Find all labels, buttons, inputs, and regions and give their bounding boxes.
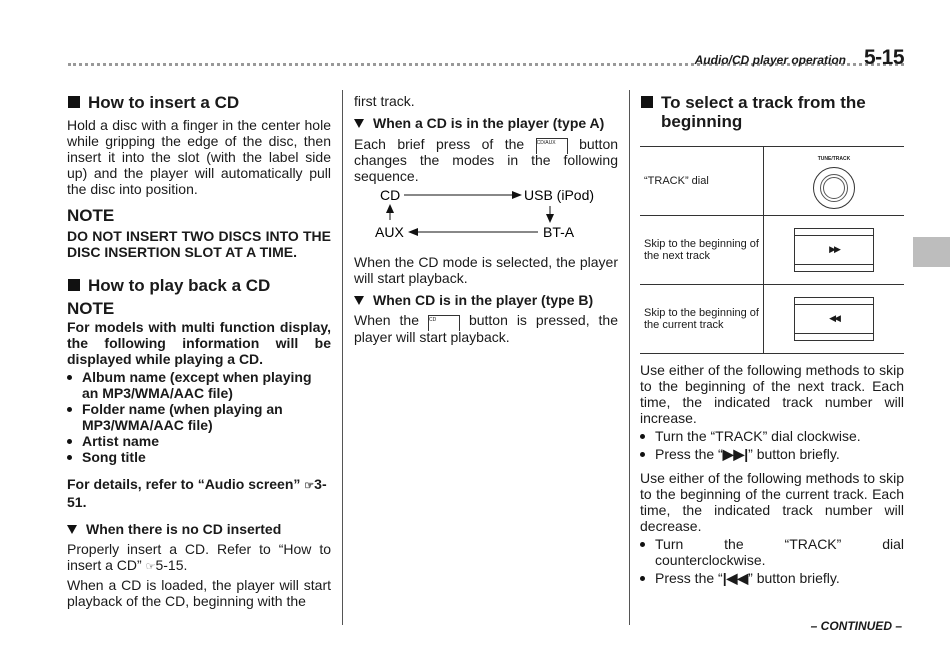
- triangle-bullet-icon: [354, 119, 364, 128]
- list-item: Album name (except when playing an MP3/WMA/AAC file): [67, 369, 331, 401]
- skip-forward-icon: ▶▶|: [722, 446, 749, 462]
- play-cd-heading: How to play back a CD: [67, 276, 331, 295]
- arrowhead-icon: [512, 191, 522, 199]
- square-bullet-icon: [641, 96, 653, 108]
- list-item: Press the “▶▶|” button briefly.: [640, 446, 904, 462]
- dial-caption: TUNE/TRACK: [817, 156, 851, 162]
- section-title: Audio/CD player operation: [694, 53, 846, 67]
- cd-mode-body: When the CD mode is selected, the player will start playback.: [354, 254, 618, 287]
- table-cell: Skip to the beginning of the current track: [640, 285, 764, 354]
- insert-cd-heading: How to insert a CD: [67, 93, 331, 112]
- page-ref-icon: ☞: [145, 561, 156, 573]
- dial-icon: [813, 167, 855, 209]
- table-cell: “TRACK” dial: [640, 147, 764, 216]
- diagram-bta-label: BT-A: [543, 224, 575, 241]
- skip-back-icon: |◀◀: [722, 570, 749, 586]
- triangle-bullet-icon: [67, 525, 77, 534]
- diagram-aux-label: AUX: [375, 224, 404, 241]
- diagram-usb-label: USB (iPod): [524, 187, 595, 204]
- table-cell: Skip to the beginning of the next track: [640, 216, 764, 285]
- track-dial-image: [764, 147, 905, 216]
- type-a-body: Each brief press of the CD/AUX button changes the modes in the following sequence.: [354, 136, 619, 185]
- arrowhead-icon: [386, 204, 394, 213]
- cd-loaded-body: When a CD is loaded, the player will start playback of the CD, beginning with the: [67, 577, 331, 609]
- table-row: [640, 147, 904, 216]
- type-b-heading: When CD is in the player (type B): [354, 292, 618, 308]
- track-controls-table: [640, 146, 904, 354]
- note-body: For models with multi function display, the following information will be displayed while playing a CD.: [67, 319, 331, 367]
- current-track-body: Use either of the following methods to skip to the beginning of the current track. Each time, the indicated track number will decrease.: [640, 470, 904, 534]
- bullet-icon: [640, 434, 645, 439]
- note-body: DO NOT INSERT TWO DISCS INTO THE DISC INSERTION SLOT AT A TIME.: [67, 228, 331, 260]
- list-item: Press the “|◀◀” button briefly.: [640, 570, 904, 586]
- cd-button-icon: CD: [428, 315, 460, 329]
- continued-footer: – CONTINUED –: [810, 619, 902, 633]
- list-item: Turn the “TRACK” dial clockwise.: [640, 428, 904, 444]
- list-item: Folder name (when playing an MP3/WMA/AAC file): [67, 401, 331, 433]
- skip-forward-key-icon: ▶▶: [794, 228, 874, 272]
- column-1: [67, 90, 331, 609]
- list-item: Song title: [67, 449, 331, 465]
- bullet-icon: [67, 407, 72, 412]
- bullet-icon: [67, 455, 72, 460]
- page-ref-icon: ☞: [304, 480, 315, 492]
- column-divider: [629, 90, 630, 625]
- select-track-heading: To select a track from the beginning: [640, 93, 904, 131]
- column-2: [354, 90, 618, 345]
- square-bullet-icon: [68, 279, 80, 291]
- bullet-icon: [67, 375, 72, 380]
- bullet-icon: [640, 576, 645, 581]
- details-reference: For details, refer to “Audio screen” ☞3-51.: [67, 476, 327, 510]
- no-cd-heading: When there is no CD inserted: [67, 521, 331, 537]
- next-key-image: [764, 216, 905, 285]
- diagram-cd-label: CD: [380, 187, 401, 204]
- table-row: [640, 285, 904, 354]
- bullet-icon: [640, 542, 645, 547]
- list-item: Artist name: [67, 433, 331, 449]
- column-divider: [342, 90, 343, 625]
- no-cd-body: Properly insert a CD. Refer to “How to insert a CD” ☞5-15.: [67, 541, 331, 573]
- column-3: [640, 90, 904, 586]
- arrowhead-icon: [546, 214, 554, 223]
- cd-aux-button-icon: CD/AUX: [536, 138, 568, 152]
- note-heading: NOTE: [67, 299, 115, 318]
- bullet-icon: [640, 452, 645, 457]
- triangle-bullet-icon: [354, 296, 364, 305]
- mode-sequence-diagram: [354, 186, 618, 248]
- list-item: Turn the “TRACK” dial counterclockwise.: [640, 536, 904, 568]
- bullet-icon: [67, 439, 72, 444]
- continued-text: first track.: [354, 93, 415, 109]
- note-heading: NOTE: [67, 206, 115, 225]
- next-track-body: Use either of the following methods to skip to the beginning of the next track. Each time, the indicated track number will increase.: [640, 362, 904, 426]
- insert-cd-body: Hold a disc with a finger in the center hole while gripping the edge of the disc, then insert it into the slot (with the label side up) and the player will automatically pull the disc into position.: [67, 117, 331, 197]
- square-bullet-icon: [68, 96, 80, 108]
- skip-back-key-icon: ◀◀: [794, 297, 874, 341]
- type-b-body: When the CD button is pressed, the player will start playback.: [354, 312, 619, 345]
- page-number: 5-15: [863, 46, 904, 69]
- type-a-heading: When a CD is in the player (type A): [354, 115, 618, 131]
- current-key-image: [764, 285, 905, 354]
- table-row: [640, 216, 904, 285]
- chapter-tab: [913, 237, 950, 267]
- arrowhead-icon: [408, 228, 418, 236]
